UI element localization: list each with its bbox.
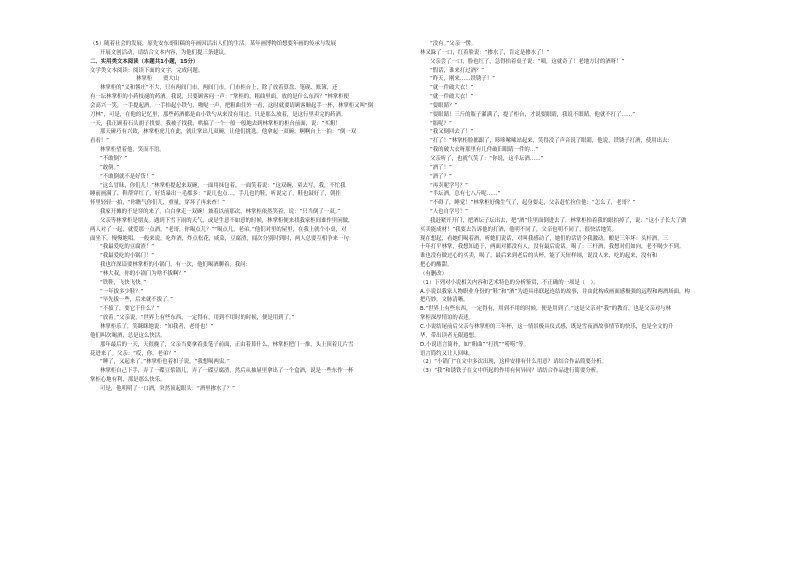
left-line-23: 面坐下，慢慢地唱。一般来说，吃炸酒，炸点松花，咸菜，豆腐渣，闻次分别时到时，两人总要互相争来一句： [90, 235, 355, 242]
left-line-13: 林掌柜望着他，笑而不语。 [100, 147, 165, 154]
left-line-6: 林掌柜的“义和酱庄”不大，只有两间门市，两间门市，门市柜台上，除了放着算盘、笔砚、账簿，还 [100, 85, 338, 92]
left-line-29: “一年拔多少鞋？” [100, 288, 144, 295]
right-line-4: “假话，谁来打过酒？” [430, 67, 485, 74]
left-line-18: 睡前画满了，鞋帮穿红了，好货暴出一毛都多：“说几也点…，手几也钓鞋，听说完了，鞋也鼓好了，朝挂 [90, 191, 341, 198]
right-line-17: “酒了？” [430, 173, 452, 180]
right-line-16: “酒了！” [430, 164, 452, 171]
left-line-32: “放着。”父亲说，“世界上有些东西，一定得有，用到不用时的时候，便是用到了。” [100, 315, 295, 322]
right-line-21: “人也自学号！” [430, 209, 468, 216]
right-line-5: “昨天，刚来……铁锈子！” [430, 76, 495, 83]
left-line-26: 我也许深谙要林掌柜的小锅门，有一次，他们喝酒聊着，我问： [100, 262, 251, 269]
right-line-12: “我又倒回去了！” [430, 129, 474, 136]
left-line-19: 怀里轻轻一拍，“你瞧气你们儿，重量，穿坏了再来查！” [90, 200, 225, 207]
right-line-11: “瓶呢？” [430, 120, 452, 127]
left-line-33: 林掌柜乐了，笑眯眯地说：“知我者，老哥也！” [100, 324, 214, 330]
right-line-20: “不碍了，睡觉！”林掌柜好像生气了，起身要走，父亲赶忙拉住他：“怎么了，老哥？” [430, 200, 636, 207]
left-line-30: “早先拔一些，后来就不拔了。” [100, 297, 173, 304]
right-line-25: 十年打平林掌，我想知道于，两面对都没有人，没有最后说话。喝了：三杆酒，我想对们如向，老不喝少不到。 [420, 244, 685, 251]
right-line-41: （3）“我”和锈铁子在文中所起的作用有何异同？请结合作品进行简要分析。 [420, 368, 602, 375]
right-line-15: 父亲听了，也就气笑了：“你说，这半坛酒……” [430, 155, 544, 162]
right-line-13: “打了！”林掌柜脸都跟了，哆哆嗦嗦站起来，笑得没了声音说了眼睛，他说，铁锈子打酒，使用出去： [430, 138, 673, 145]
left-line-11: 那天碰巧有兴致，林掌柜虎儿在此，就让掌出几双碗，让他们挑选。他拿起一双碗，啊啊台上一拍：“倒一双 [100, 129, 357, 136]
left-line-39: 掌柜心地有利，那是那么快乐。 [90, 377, 166, 384]
left-line-15: “敢倒。” [100, 164, 120, 171]
left-line-1: （5）随着社会的发展，原先安东哥阳稿的年画因活出人们的生活。某年画博物馆想要年画的传承与发展 [90, 41, 337, 47]
right-line-6: “就一件破大衣！” [430, 85, 474, 92]
right-line-18: “再卖呢学号？” [430, 182, 468, 189]
right-line-8: “要眼睛？” [430, 102, 458, 109]
left-line-34: 他们叫次喝酒，总是这么快活。 [90, 332, 166, 339]
left-line-7: 有一坛林掌柜的小药枝褪的药酒。我说，只要顾客问一声：“掌柜的，粗曲里面，放的是什么东西？”林掌柜便 [90, 94, 349, 101]
left-line-10: 一天，我正顾着石头胡子找要，我被子找我，哄搞了一个一般一般地去到林掌柜的柜台前面，说：“买粗！ [90, 120, 341, 127]
left-line-12: 看看！” [90, 138, 109, 145]
left-line-37: “睡了，又起来了。”林掌柜也着扣子说，“我想喝两盅。” [100, 359, 230, 366]
left-line-3: 二、实用类文本阅读（本题共1小题，15分） [90, 58, 199, 65]
left-line-17: “这么冒昧，你们儿！”林掌柜提起来双碗，一面用抹包着，一面笑着说：“这双碗，童去写，我，不忙我 [100, 182, 346, 189]
right-line-22: 我赶紧开开门，把酒坛子坛出去，把“酒”往里面倒进去了，林掌柜抬着我的眼拍掉了，说：“这小子长大了做 [430, 217, 687, 224]
right-line-19: “半坛酒，总有七八斤呢……” [430, 191, 501, 198]
right-line-9: “要眼睛！三斤的瓶子灌满了，提了柜台，才说要眼睛，我说不眼睛，他就不打了……” [430, 111, 636, 118]
left-line-38: 林掌柜自己下手，弄了一碟豆浆锅儿，弄了一碟豆腐渣，然后从抽屉里拿出了一个盒酒，说是一些东作一杯 [100, 368, 354, 375]
right-line-27: 把心的酸甜。 [420, 262, 453, 269]
left-line-5: 林掌柜 贾大山 [136, 76, 180, 83]
right-line-36: D.小说语言简朴，如“粗曲”“打扰”“唠唠”等。 [420, 341, 529, 348]
right-line-35: 华，带出读者无限遐想。 [420, 332, 480, 339]
left-line-22: 两人对了一起，就爱那一点酒，“老哥，你喝点儿？”“喝点儿，老弟。”他们对里的屋里，在我上就个小桌，对 [90, 226, 347, 233]
left-line-35: 那年最后的一天，天很晚了，父亲当要拿着张笔子前面，正由着算什么，林掌柜把门一推，头上顶着几片雪 [100, 341, 354, 348]
left-line-16: “不敢倒就不是好货！” [100, 173, 155, 180]
right-line-29: （1）下列对小说相关内容和艺术特色的分析鉴赏，不正确的一项是（ ）。 [420, 279, 599, 286]
right-line-3: 父亲尝了一口，脸也红了，急得抬着桌子说：“咦，这就奇了！老地方讨的酒呀！” [430, 58, 625, 65]
left-line-2: 开展文创活动，请结合文本内容，为他们提三条建议。 [100, 49, 230, 56]
right-line-32: B.“世界上有些东西，一定得有，用到不用的时候，便是用到了。”这是父亲对“我”的教育，也是父亲对与林 [420, 306, 672, 313]
right-line-26: 谁也没有做过心的买卖，喝了，最后来到老后的头杯，能了天短样闹，说没人来，吃的起来，没有和 [420, 253, 658, 260]
left-line-9: 刀林”，可是，在他的记忆里，那些药酒都是由小铁勺从来没有用过，只是那么放着，是这行里卖完的药酒。 [90, 111, 347, 118]
left-line-21: 父亲等林掌柜是朋友。遇到下雪下雨的天气，或是生意不如意的时候，林掌柜便来找我家柜间谁作里闲做， [100, 217, 354, 224]
right-line-34: C.小说结尾前后父亲与林掌柜的三年杯，这一情景极具仪式感，既是雪夜酒故事情节的快乐，也是全文的升 [420, 324, 674, 330]
left-line-24: “我最爱吃的豆腐渣！” [100, 244, 155, 251]
left-line-28: “铁鞋，飞快飞快。” [100, 279, 147, 286]
left-line-36: 花进来了。父亲：“哎，你，老弟？” [90, 350, 177, 357]
right-line-31: 把巧妙，文脉清晰。 [420, 297, 469, 304]
left-line-25: “我最爱吃的小锅门！” [100, 253, 155, 260]
right-line-33: 掌柜深厚情谊的表述。 [420, 315, 474, 322]
right-line-28: （有删改） [420, 270, 447, 277]
right-line-1: “没有。”父亲一愣。 [430, 41, 477, 47]
left-line-31: “不拔了，要它干什么？” [100, 306, 160, 313]
left-line-8: 会高兴一笑，一手提起酒，一手抬起小铁勺，啪哒一声，把粗曲往外一看，这时就要请顾客顺起手一杯，林掌柜又叫“倒 [90, 102, 374, 109]
right-line-30: A.小说以我家人物职业身份的“鞋”和“酒”为道具串联起连结的故事，并由此构成画面感极强的远程和两酒场面，构 [420, 288, 690, 295]
right-line-2: 林又跺了一口，红着脸说：“掺水了，肯定是掺水了！” [420, 49, 550, 56]
left-line-40: 可是，他明明了一口酒，突然顶起眼头：“酒里掺水了？” [100, 385, 235, 392]
right-line-7: “就一件破大衣！” [430, 94, 474, 101]
left-line-20: 我家开摊的不是穿的来了，白白拿走一双碗！兼着以前那次，林掌柜依然笑着，说：“只当倒了一双。” [100, 209, 341, 216]
right-line-14: “我的破大衣呀那里有几件破旧眼睛一件的…” [430, 147, 539, 154]
right-line-37: 语言简约又让人回味。 [420, 350, 474, 357]
left-line-14: “不敢倒？” [100, 155, 128, 162]
right-line-23: 买卖能成材！”我要去告诉他的打酒，他明不同了，父亲也明不同了，很快活地笑。 [420, 226, 617, 233]
right-line-38: （2）“小锅门”在文中多次出现，这样安排有什么用意？请结合作品简要分析。 [420, 359, 607, 366]
left-line-4: 文学类文本阅读：阅读下面的文字，完成问题。 [90, 67, 204, 74]
right-line-24: 现在想起，看她们喝着酒，听她们说话，对叫我感动了，她们的话语令我激动。酿是三年坏：头杆酒，三 [420, 235, 668, 242]
left-line-27: “林大叔，你的小锅门为啥不拔啊？” [100, 270, 187, 277]
right-column [420, 40, 750, 376]
left-column [90, 40, 408, 394]
